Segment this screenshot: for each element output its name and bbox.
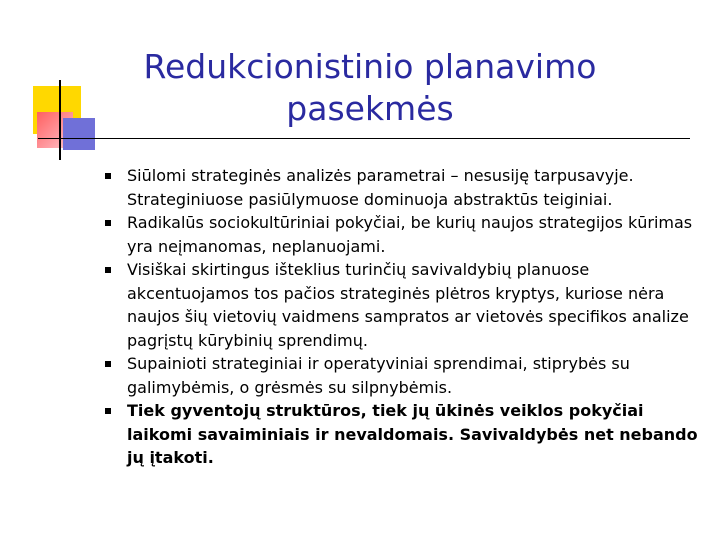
- slide-title: Redukcionistinio planavimo pasekmės: [143, 47, 597, 128]
- decor-vertical-line: [59, 80, 61, 160]
- bullet-list: [105, 164, 705, 470]
- bullet-item: [105, 399, 705, 470]
- bullet-square-icon: [105, 267, 111, 273]
- bullet-square-icon: [105, 361, 111, 367]
- bullet-item: [105, 258, 705, 352]
- decor-blue-square: [63, 118, 95, 150]
- bullet-item: [105, 164, 705, 211]
- bullet-square-icon: [105, 220, 111, 226]
- bullet-text: Supainioti strateginiai ir operatyviniai sprendimai, stiprybės su galimybėmis, o grėsmės su silpnybėmis.: [127, 354, 630, 397]
- title-divider: [38, 138, 690, 139]
- bullet-text: Tiek gyventojų struktūros, tiek jų ūkinės veiklos pokyčiai laikomi savaiminiais ir nevaldomais. Savivaldybės net nebando jų įtakoti.: [127, 401, 698, 467]
- bullet-text: Radikalūs sociokultūriniai pokyčiai, be kurių naujos strategijos kūrimas yra neįmanomas, neplanuojami.: [127, 213, 693, 256]
- bullet-square-icon: [105, 408, 111, 414]
- bullet-text: Siūlomi strateginės analizės parametrai – nesusiję tarpusavyje. Strateginiuose pasiūlymuose dominuoja abstraktūs teiginiai.: [127, 166, 634, 209]
- bullet-item: [105, 211, 705, 258]
- bullet-text: Visiškai skirtingus išteklius turinčių savivaldybių planuose akcentuojamos tos pačios strateginės plėtros kryptys, kuriose nėra naujos šių vietovių vaidmens sampratos ar vietovės specifikos analize pagrįstų kūrybinių sprendimų.: [127, 260, 689, 350]
- bullet-square-icon: [105, 173, 111, 179]
- bullet-item: [105, 352, 705, 399]
